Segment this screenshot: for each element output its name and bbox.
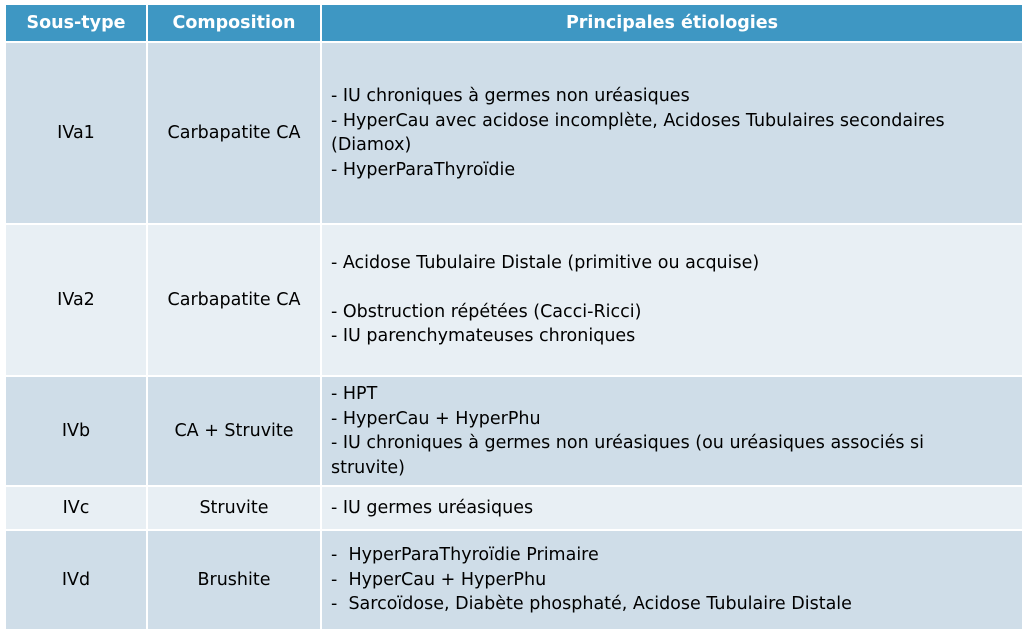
etiologies-cell xyxy=(321,376,1023,486)
etiologies-cell xyxy=(321,224,1023,376)
etiology-line: - HyperCau avec acidose incomplète, Acidoses Tubulaires secondaires xyxy=(331,110,945,131)
etiologies-cell xyxy=(321,530,1023,630)
etiology-line: - IU germes uréasiques xyxy=(331,497,534,518)
subtype-cell: IVc xyxy=(5,486,147,530)
composition-cell: CA + Struvite xyxy=(147,376,321,486)
etiology-line: - HPT xyxy=(331,384,378,404)
etiology-line: - HyperCau + HyperPhu xyxy=(331,569,547,590)
composition-cell: Carbapatite CA xyxy=(147,224,321,376)
etiology-line: (Diamox) xyxy=(331,135,412,155)
etiologies-cell xyxy=(321,42,1023,224)
etiology-table xyxy=(4,3,1024,631)
line-gap xyxy=(331,276,1014,300)
etiology-line: - IU chroniques à germes non uréasiques xyxy=(331,86,690,106)
subtype-cell: IVa2 xyxy=(5,224,147,376)
composition-cell: Carbapatite CA xyxy=(147,42,321,224)
header-etiologies: Principales étiologies xyxy=(321,4,1023,42)
etiology-line: struvite) xyxy=(331,457,405,478)
header-composition: Composition xyxy=(147,4,321,42)
table-row xyxy=(5,376,1023,486)
etiology-line: - HyperParaThyroïdie Primaire xyxy=(331,545,599,566)
etiologies-cell xyxy=(321,486,1023,530)
composition-cell: Brushite xyxy=(147,530,321,630)
etiology-line: - IU parenchymateuses chroniques xyxy=(331,326,636,347)
header-row xyxy=(5,4,1023,42)
table-row xyxy=(5,486,1023,530)
table-row xyxy=(5,224,1023,376)
etiology-line: - HyperCau + HyperPhu xyxy=(331,408,541,429)
header-subtype: Sous-type xyxy=(5,4,147,42)
subtype-cell: IVd xyxy=(5,530,147,630)
subtype-cell: IVa1 xyxy=(5,42,147,224)
table-row xyxy=(5,530,1023,630)
etiology-line: - IU chroniques à germes non uréasiques (ou uréasiques associés si xyxy=(331,433,925,453)
etiology-line: - Sarcoïdose, Diabète phosphaté, Acidose Tubulaire Distale xyxy=(331,594,852,615)
etiology-line: - HyperParaThyroïdie xyxy=(331,159,516,180)
etiology-line: - Acidose Tubulaire Distale (primitive ou acquise) xyxy=(331,253,760,274)
table-row xyxy=(5,42,1023,224)
subtype-cell: IVb xyxy=(5,376,147,486)
composition-cell: Struvite xyxy=(147,486,321,530)
etiology-line: - Obstruction répétées (Cacci-Ricci) xyxy=(331,301,642,322)
